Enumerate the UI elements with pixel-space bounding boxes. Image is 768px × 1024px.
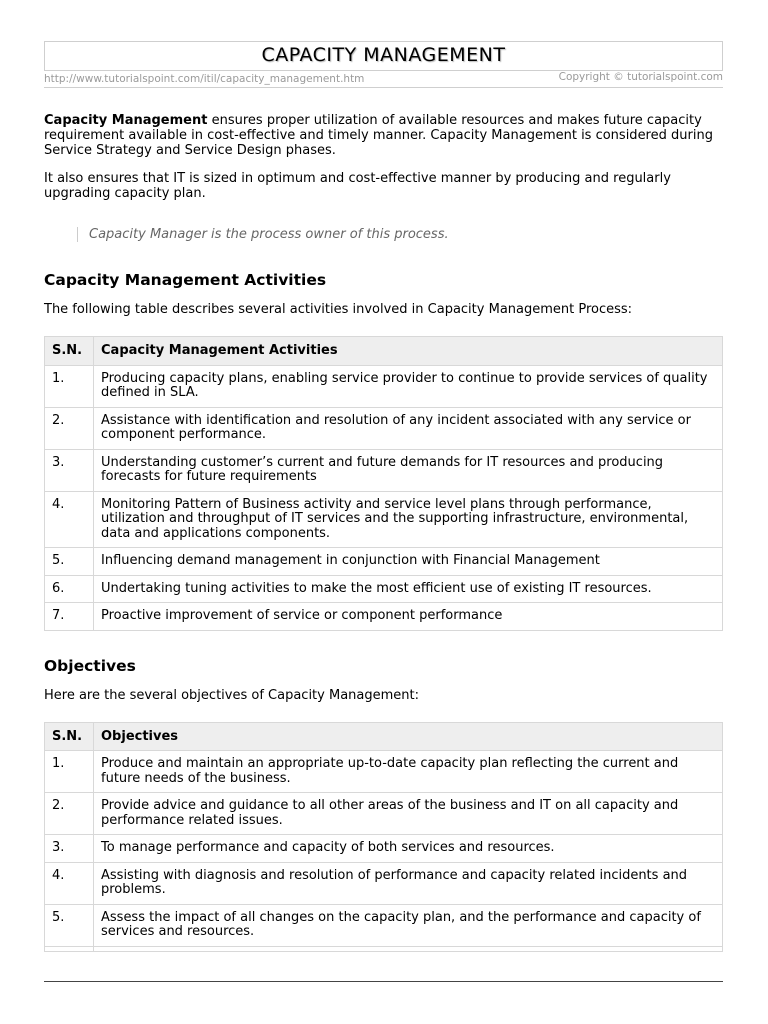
row-text: Undertaking tuning activities to make the most efficient use of existing IT resources. [94,575,723,603]
activities-table [44,336,723,631]
table-row [45,548,723,576]
row-number: 4. [45,862,94,904]
activities-heading: Capacity Management Activities [44,271,327,289]
meta-row [44,71,723,88]
row-number: 7. [45,603,94,631]
column-header-sn: S.N. [45,337,94,366]
row-number: 4. [45,491,94,548]
table-row [45,904,723,946]
table-row [45,575,723,603]
activities-intro: The following table describes several activities involved in Capacity Management Process: [44,302,633,317]
row-text: Provide advice and guidance to all other areas of the business and IT on all capacity and performance related issues. [94,793,723,835]
row-text: Assisting with diagnosis and resolution of performance and capacity related incidents and problems. [94,862,723,904]
row-text: Assess the impact of all changes on the capacity plan, and the performance and capacity of services and resources. [94,904,723,946]
row-number: 3. [45,835,94,863]
page-title-text: CAPACITY MANAGEMENT [261,44,506,66]
objectives-heading: Objectives [44,656,136,675]
row-text: Producing capacity plans, enabling service provider to continue to provide services of quality defined in SLA. [94,365,723,407]
copyright-notice: Copyright © tutorialspoint.com [558,71,723,83]
table-row-continued [45,946,723,951]
row-text: Influencing demand management in conjunction with Financial Management [94,548,723,576]
row-number: 1. [45,365,94,407]
row-number: 2. [45,407,94,449]
row-number: 6. [45,575,94,603]
objectives-table [44,722,723,952]
intro-paragraph [44,113,723,158]
table-row [45,603,723,631]
row-number: 3. [45,449,94,491]
row-text: Produce and maintain an appropriate up-to-date capacity plan reflecting the current and future needs of the business. [94,751,723,793]
page-title [44,41,723,71]
column-header-objectives: Objectives [94,722,723,751]
table-row [45,365,723,407]
table-row [45,449,723,491]
row-text: Understanding customer’s current and future demands for IT resources and producing forecasts for future requirements [94,449,723,491]
row-text: Assistance with identification and resolution of any incident associated with any service or component performance. [94,407,723,449]
table-row [45,751,723,793]
table-row [45,793,723,835]
blockquote: Capacity Manager is the process owner of this process. [77,227,723,242]
table-header-row [45,722,723,751]
objectives-intro: Here are the several objectives of Capacity Management: [44,687,419,703]
row-text: Proactive improvement of service or component performance [94,603,723,631]
table-header-row [45,337,723,366]
row-text: Monitoring Pattern of Business activity and service level plans through performance, utilization and throughput of IT services and the supporting infrastructure, environmental, data and applications components. [94,491,723,548]
column-header-activities: Capacity Management Activities [94,337,723,366]
table-row [45,862,723,904]
intro-lead-rest: ensures proper utilization of available resources and makes future capacity requirement available in cost-effective and timely manner. Capacity Management is considered during Service Strategy and Service Design phases. [44,113,713,158]
row-text: To manage performance and capacity of both services and resources. [94,835,723,863]
table-row [45,407,723,449]
empty-cell [45,946,94,951]
table-row [45,835,723,863]
intro-lead-bold: Capacity Management [44,113,208,128]
row-number: 2. [45,793,94,835]
column-header-sn: S.N. [45,722,94,751]
row-number: 5. [45,548,94,576]
table-row [45,491,723,548]
row-number: 5. [45,904,94,946]
page-bottom-rule [44,981,723,982]
intro-paragraph-2: It also ensures that IT is sized in optimum and cost-effective manner by producing and regularly upgrading capacity plan. [44,171,671,201]
source-url[interactable]: http://www.tutorialspoint.com/itil/capacity_management.htm [44,73,365,85]
document-page [44,41,723,952]
empty-cell [94,946,723,951]
row-number: 1. [45,751,94,793]
